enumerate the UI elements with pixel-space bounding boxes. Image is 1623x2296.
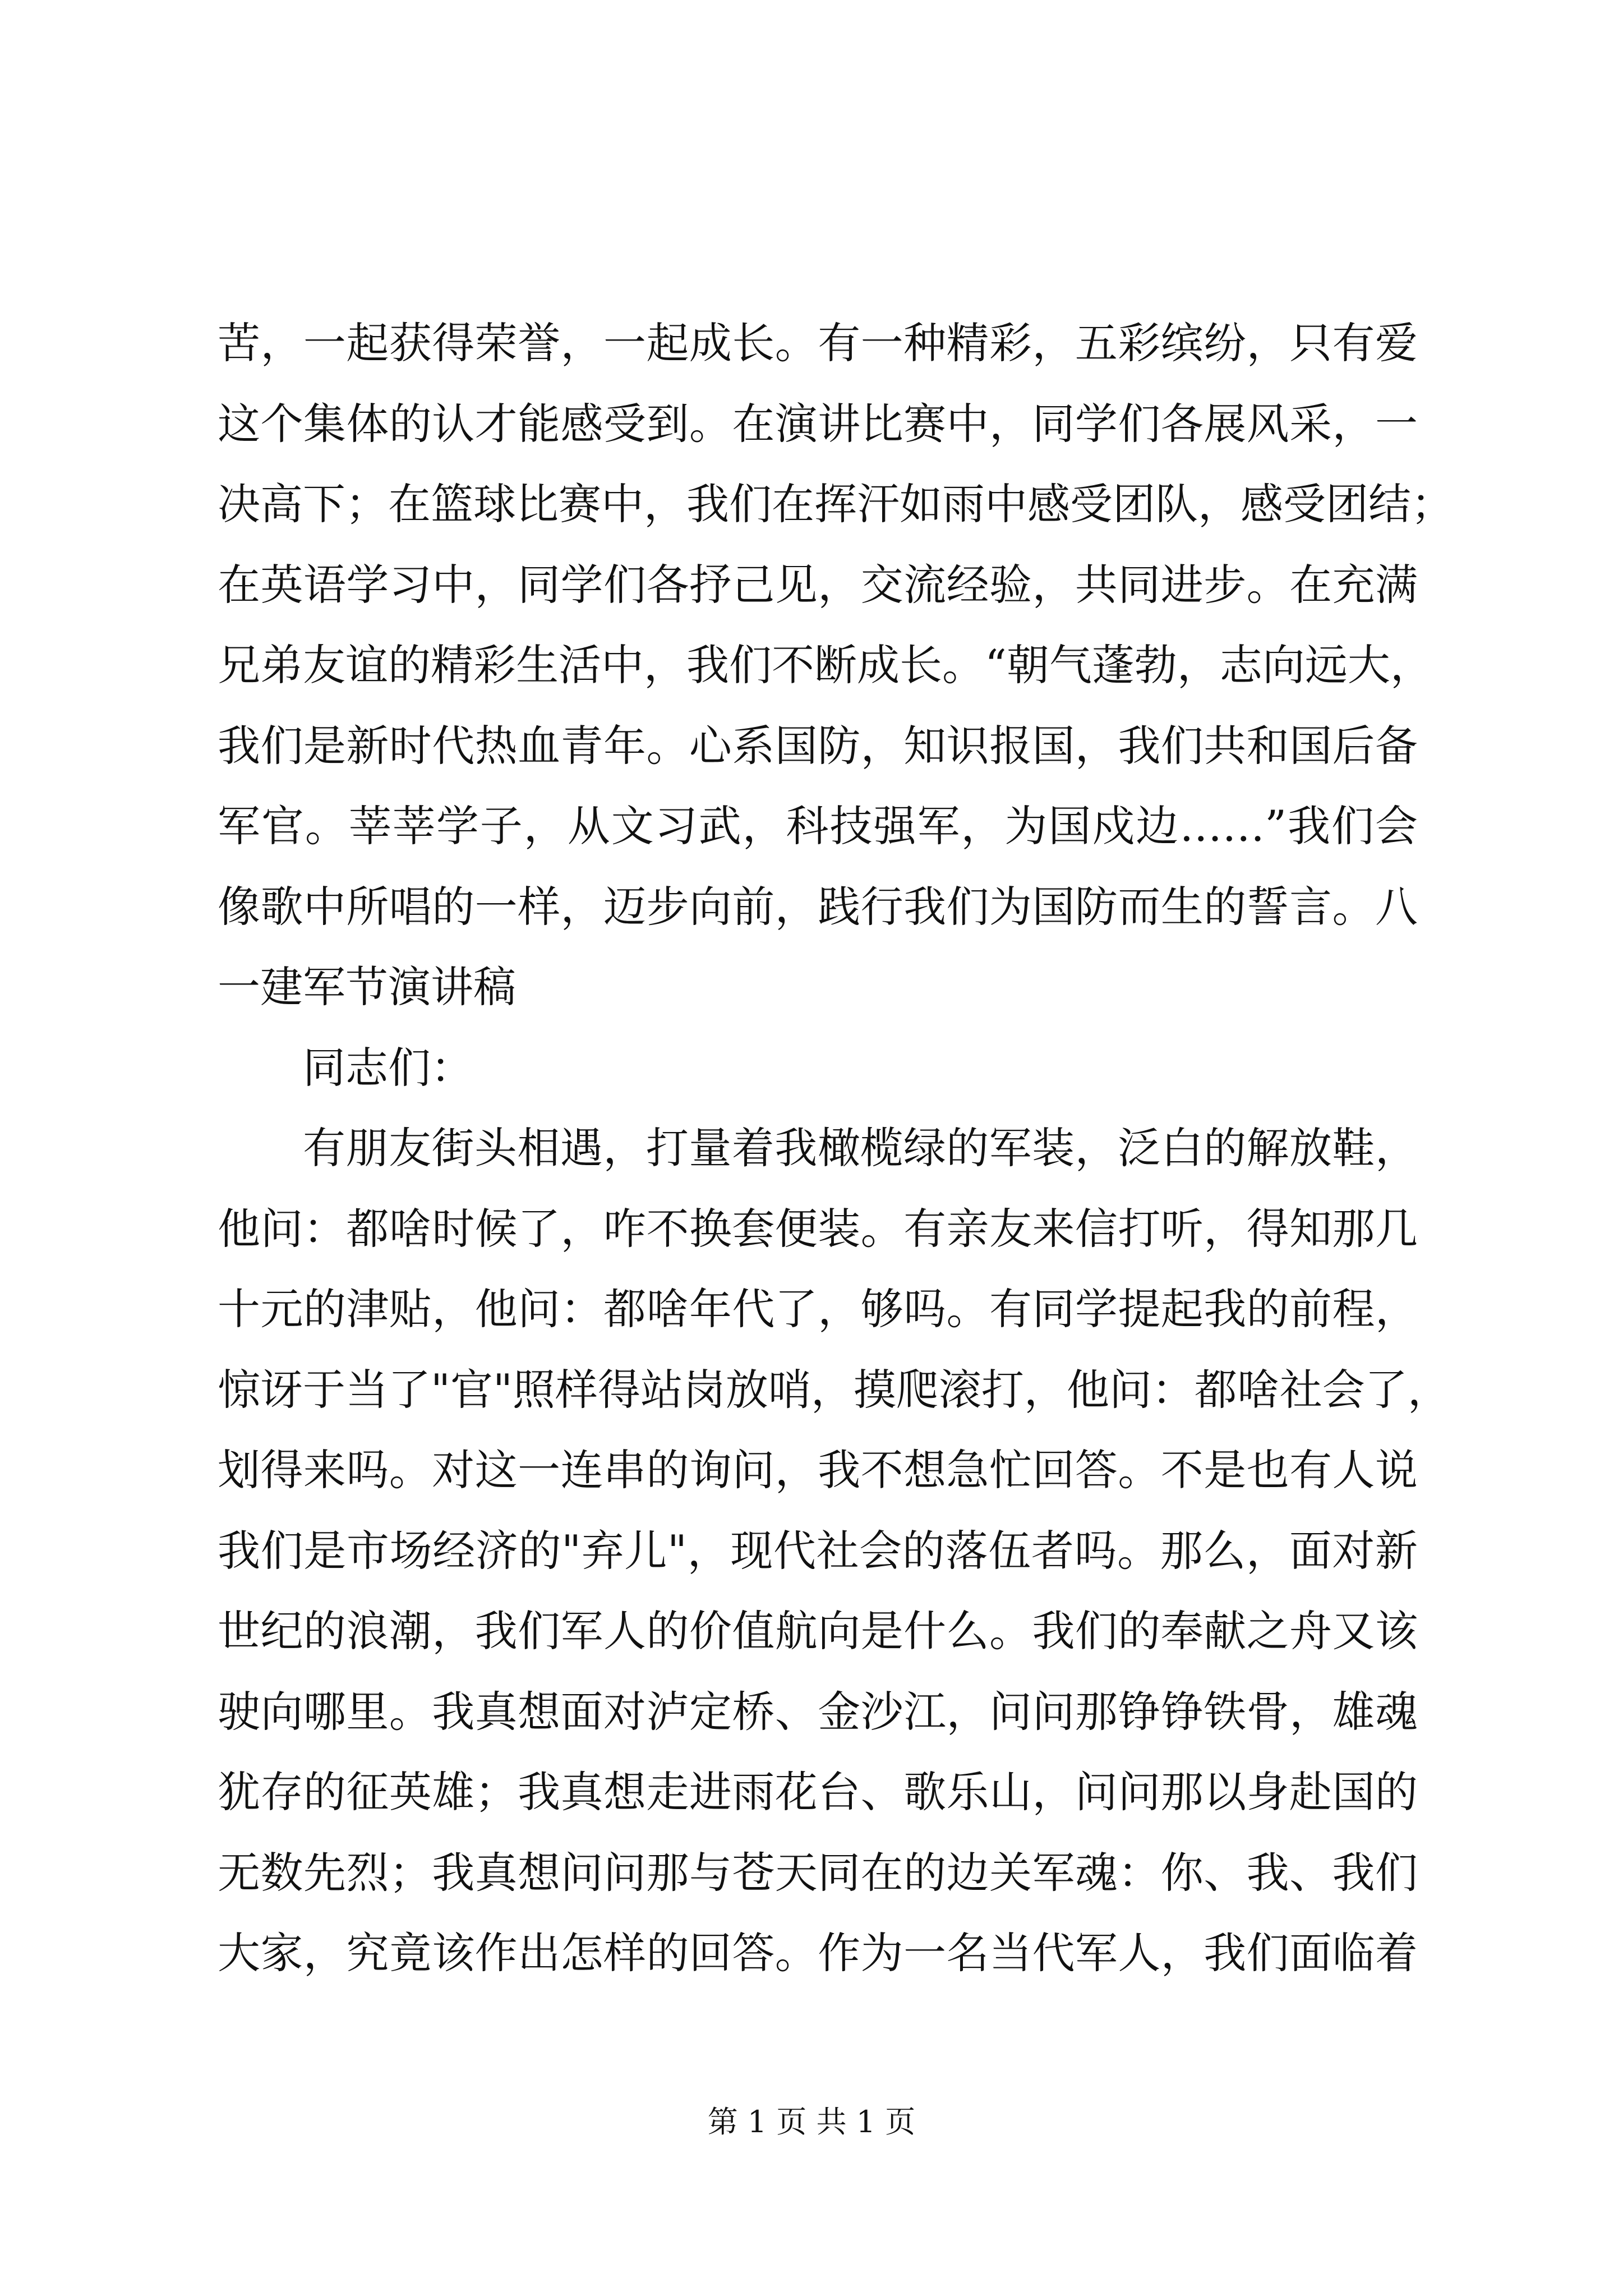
document-body [218,303,1454,1994]
page-number-label: 第 1 页 共 1 页 [707,2104,916,2139]
body-line: 这个集体的认才能感受到。在演讲比赛中，同学们各展风采，一 [218,398,1418,449]
body-line: 决高下；在篮球比赛中，我们在挥汗如雨中感受团队，感受团结； [218,479,1454,529]
body-line: 惊讶于当了"官"照样得站岗放哨，摸爬滚打，他问：都啥社会了， [218,1364,1450,1415]
page-footer [0,2102,1623,2142]
body-line: 驶向哪里。我真想面对泸定桥、金沙江，问问那铮铮铁骨，雄魂 [218,1686,1418,1737]
body-line: 在英语学习中，同学们各抒己见，交流经验，共同进步。在充满 [218,559,1418,610]
body-line: 无数先烈；我真想问问那与苍天同在的边关军魂：你、我、我们 [218,1847,1418,1898]
body-line: 有朋友街头相遇，打量着我橄榄绿的军装，泛白的解放鞋， [303,1123,1418,1173]
section-title-line: 一建军节演讲稿 [218,962,516,1012]
body-line: 苦，一起获得荣誉，一起成长。有一种精彩，五彩缤纷，只有爱 [218,318,1418,368]
body-line: 大家，究竟该作出怎样的回答。作为一名当代军人，我们面临着 [218,1928,1418,1978]
body-line: 划得来吗。对这一连串的询问，我不想急忙回答。不是也有人说 [218,1445,1418,1495]
salutation: 同志们： [303,1042,473,1093]
body-line: 他问：都啥时候了，咋不换套便装。有亲友来信打听，得知那几 [218,1203,1418,1254]
body-line: 十元的津贴，他问：都啥年代了，够吗。有同学提起我的前程， [218,1284,1418,1334]
body-line: 我们是市场经济的"弃儿"，现代社会的落伍者吗。那么，面对新 [218,1525,1418,1576]
body-line: 世纪的浪潮，我们军人的价值航向是什么。我们的奉献之舟又该 [218,1606,1418,1656]
body-line: 军官。莘莘学子，从文习武，科技强军，为国戍边……”我们会 [218,801,1418,851]
body-line: 我们是新时代热血青年。心系国防，知识报国，我们共和国后备 [218,720,1418,771]
body-line: 像歌中所唱的一样，迈步向前，践行我们为国防而生的誓言。八 [218,881,1418,932]
body-line: 兄弟友谊的精彩生活中，我们不断成长。“朝气蓬勃，志向远大， [218,640,1433,690]
body-line: 犹存的征英雄；我真想走进雨花台、歌乐山，问问那以身赴国的 [218,1767,1418,1817]
